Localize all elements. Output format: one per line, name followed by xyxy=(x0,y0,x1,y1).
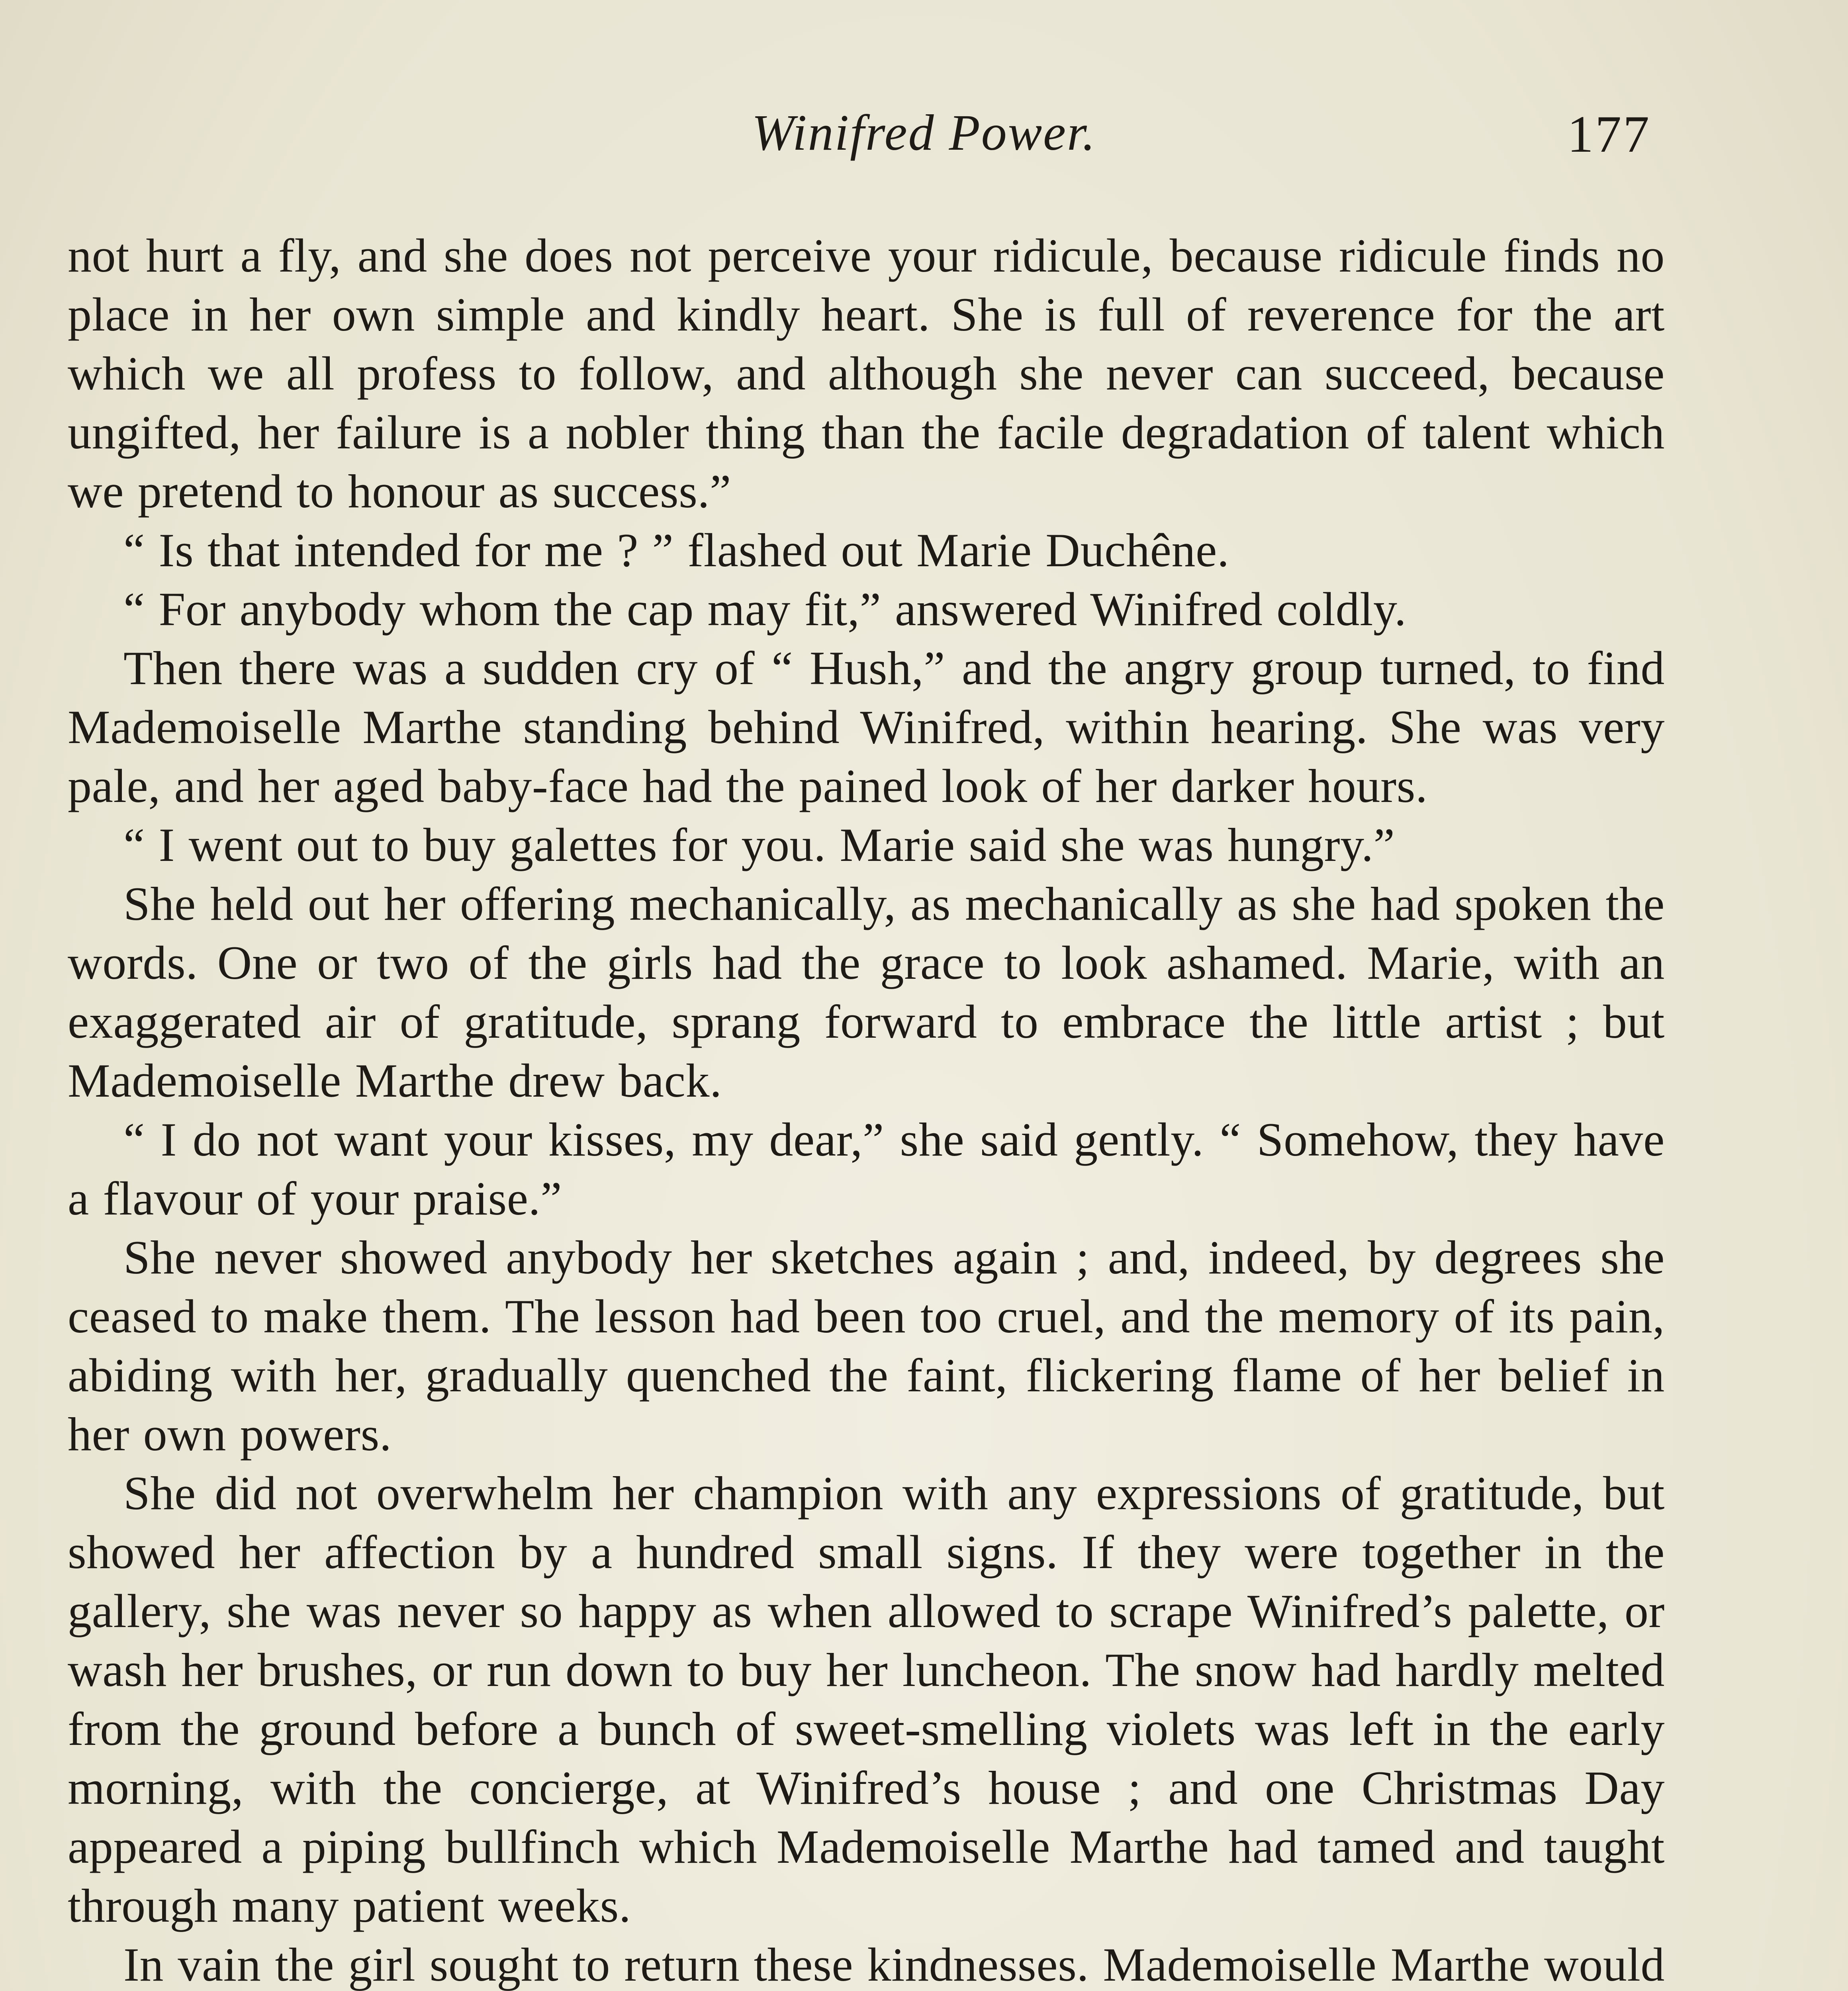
paragraph: She never showed anybody her sketches again ; and, indeed, by degrees she ceased to make them. The lesson had been too cruel, and the memory of its pain, abiding with her, gradually quenched the faint, flickering flame of her belief in her own powers. xyxy=(68,1231,1665,1461)
paragraph: “ I do not want your kisses, my dear,” she said gently. “ Somehow, they have a flavour of your praise.” xyxy=(68,1113,1665,1225)
running-title: Winifred Power. xyxy=(752,104,1096,161)
paragraph: not hurt a fly, and she does not perceive your ridicule, because ridicule finds no place in her own simple and kindly heart. She is full of reverence for the art which we all profess to follow, and although she never can succeed, because ungifted, her failure is a nobler thing than the facile degradation of talent which we pretend to honour as success.” xyxy=(68,229,1665,518)
paragraph: “ For anybody whom the cap may fit,” answered Winifred coldly. xyxy=(123,583,1407,636)
paragraph: Then there was a sudden cry of “ Hush,” and the angry group turned, to find Mademoiselle Marthe standing behind Winifred, within hearing. She was very pale, and her aged baby-face had the pained look of her darker hours. xyxy=(68,642,1665,812)
paragraph: “ I went out to buy galettes for you. Marie said she was hungry.” xyxy=(123,818,1395,871)
paragraph: She did not overwhelm her champion with any expressions of gratitude, but showed her affection by a hundred small signs. If they were together in the gallery, she was never so happy as when allowed to scrape Winifred’s palette, or wash her brushes, or run down to buy her luncheon. The snow had hardly melted from the ground before a bunch of sweet-smelling violets was left in the early morning, with the concierge, at Winifred’s house ; and one Christmas Day appeared a piping bullfinch which Mademoiselle Marthe had tamed and taught through many patient weeks. xyxy=(68,1467,1665,1932)
body-text xyxy=(68,226,1665,1991)
page-number: 177 xyxy=(1567,105,1651,163)
paragraph: She held out her offering mechanically, as mechanically as she had spoken the words. One or two of the girls had the grace to look ashamed. Marie, with an exaggerated air of gratitude, sprang forward to embrace the little artist ; but Mademoiselle Marthe drew back. xyxy=(68,877,1665,1107)
paragraph: “ Is that intended for me ? ” flashed out Marie Duchêne. xyxy=(123,524,1229,577)
page-header xyxy=(0,96,1848,175)
paragraph: In vain the girl sought to return these kindnesses. Mademoiselle Marthe would xyxy=(123,1938,1665,1991)
